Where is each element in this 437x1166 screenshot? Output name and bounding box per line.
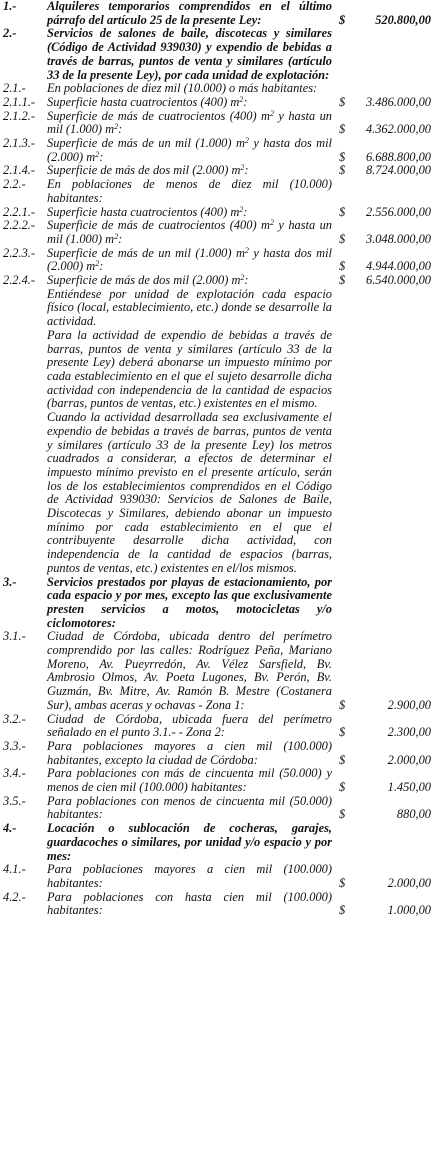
item-description: Alquileres temporarios comprendidos en el último párrafo del artículo 25 de la presente Ley:	[47, 0, 332, 27]
item-description: Superficie de más de cuatrocientos (400) $m^2$ y hasta un mil (1.000) $m^2$:	[47, 108, 332, 137]
schedule-item	[0, 219, 437, 246]
item-amount	[0, 164, 437, 178]
schedule-item	[0, 110, 437, 137]
item-description: Para poblaciones con hasta cien mil (100.000) habitantes:	[47, 889, 332, 918]
item-number: 3.4.-	[3, 766, 26, 781]
item-description: Para poblaciones mayores a cien mil (100.000) habitantes:	[47, 862, 332, 890]
currency-symbol: $	[339, 149, 346, 164]
currency-symbol: $	[339, 122, 346, 137]
item-description: Superficie de más de un mil (1.000) $m^2$ y hasta dos mil (2.000) $m^2$:	[47, 136, 332, 164]
schedule-item	[0, 96, 437, 110]
item-number: 3.1.-	[3, 629, 26, 644]
item-number: 4.-	[3, 821, 17, 836]
item-description: Cuando la actividad desarrollada sea exclusivamente el expendio de bebidas a través de barras, puntos de venta y similares (artículo 33 de la presente Ley) los metros cuadrados a considerar, a efectos de determinar el impuesto mínimo previsto en el presente artículo, serán los de los establecimientos comprendidos en el Código de Actividad 939030: Servicios de Salones de Baile, Discotecas y Similares, debiendo abonar un impuesto mínimo por cada establecimiento en el que el contribuyente desarrolle dicha actividad, con independencia de la cantidad de espacios (barras, puntos de ventas, etc.) existentes en el/los mismos.	[47, 410, 332, 575]
item-amount	[0, 260, 437, 274]
amount-value: 4.362.000,00	[365, 122, 431, 137]
item-description: Ciudad de Córdoba, ubicada fuera del perímetro señalado en el punto 3.1.- - Zona 2:	[47, 711, 332, 740]
item-amount	[0, 150, 437, 164]
item-amount	[0, 274, 437, 288]
item-description: Superficie de más de dos mil (2.000) $m^2$:	[47, 163, 249, 178]
currency-symbol: $	[339, 94, 346, 109]
schedule-item	[0, 206, 437, 220]
explanatory-paragraph	[0, 288, 437, 329]
schedule-item	[0, 891, 437, 918]
currency-symbol: $	[339, 780, 346, 795]
amount-value: 3.048.000,00	[365, 231, 431, 246]
explanatory-paragraph	[0, 329, 437, 411]
schedule-item	[0, 247, 437, 274]
item-number: 2.1.4.-	[3, 163, 36, 178]
item-number: 2.1.3.-	[3, 136, 36, 151]
item-amount	[0, 753, 437, 767]
amount-value: 3.486.000,00	[365, 94, 431, 109]
item-number: 3.3.-	[3, 738, 26, 753]
item-amount	[0, 13, 437, 27]
item-description: Superficie de más de dos mil (2.000) $m^2$:	[47, 273, 249, 288]
item-number: 2.-	[3, 26, 17, 41]
schedule-item	[0, 82, 437, 96]
currency-symbol: $	[339, 259, 346, 274]
item-number: 2.1.2.-	[3, 108, 36, 123]
currency-symbol: $	[339, 163, 346, 178]
item-number: 2.2.2.-	[3, 218, 36, 233]
item-number: 3.5.-	[3, 793, 26, 808]
item-description: En poblaciones de menos de diez mil (10.000) habitantes:	[47, 177, 332, 205]
schedule-item	[0, 274, 437, 288]
currency-symbol: $	[339, 725, 346, 740]
amount-value: 1.000,00	[387, 903, 431, 918]
item-number: 2.2.1.-	[3, 204, 36, 219]
schedule-item	[0, 164, 437, 178]
schedule-item	[0, 576, 437, 631]
item-amount	[0, 699, 437, 713]
explanatory-paragraph	[0, 411, 437, 575]
currency-symbol: $	[339, 273, 346, 288]
amount-value: 2.000,00	[387, 752, 431, 767]
item-amount	[0, 726, 437, 740]
amount-value: 6.688.800,00	[365, 149, 431, 164]
amount-value: 6.540.000,00	[365, 273, 431, 288]
item-description: Locación o sublocación de cocheras, garajes, guardacoches o similares, por unidad y/o espacio y por mes:	[47, 821, 332, 863]
item-amount	[0, 877, 437, 891]
item-number: 2.2.4.-	[3, 273, 36, 288]
currency-symbol: $	[339, 807, 346, 822]
currency-symbol: $	[339, 12, 346, 27]
item-number: 4.2.-	[3, 889, 26, 904]
item-amount	[0, 205, 437, 219]
amount-value: 2.900,00	[387, 697, 431, 712]
schedule-item	[0, 630, 437, 712]
schedule-item	[0, 740, 437, 767]
item-amount	[0, 96, 437, 110]
amount-value: 8.724.000,00	[365, 163, 431, 178]
item-description: Superficie de más de cuatrocientos (400) $m^2$ y hasta un mil (1.000) $m^2$:	[47, 218, 332, 246]
item-number: 2.2.3.-	[3, 245, 36, 260]
item-number: 1.-	[3, 0, 17, 13]
item-amount	[0, 808, 437, 822]
amount-value: 520.800,00	[375, 12, 431, 27]
item-description: En poblaciones de diez mil (10.000) o más habitantes:	[47, 81, 318, 96]
item-description: Para poblaciones mayores a cien mil (100.000) habitantes, excepto la ciudad de Córdoba:	[47, 738, 332, 767]
item-number: 3.2.-	[3, 711, 26, 726]
schedule-item	[0, 795, 437, 822]
item-description: Para la actividad de expendio de bebidas a través de barras, puntos de venta y similares (artículo 33 de la presente Ley) deberá abonarse un impuesto mínimo por cada establecimiento en el que el sujeto desarrolle dicha actividad con independencia de la cantidad de espacios (barras, puntos de ventas, etc.) existentes en el mismo.	[47, 327, 332, 411]
item-amount	[0, 781, 437, 795]
currency-symbol: $	[339, 876, 346, 890]
item-description: Para poblaciones con más de cincuenta mil (50.000) y menos de cien mil (100.000) habitantes:	[47, 766, 332, 795]
item-number: 2.1.1.-	[3, 94, 36, 109]
currency-symbol: $	[339, 697, 346, 712]
schedule-item	[0, 137, 437, 164]
item-amount	[0, 233, 437, 247]
item-description: Ciudad de Córdoba, ubicada dentro del perímetro comprendido por las calles: Rodríguez Peña, Mariano Moreno, Av. Pueyrredón, Av. Vélez Sarsfield, Bv. Ambrosio Olmos, Av. Poeta Lugones, Bv. Perón, Bv. Guzmán, Bv. Mitre, Av. Ramón B. Mestre (Costanera Sur), ambas aceras y ochavas - Zona 1:	[47, 629, 332, 712]
item-amount	[0, 123, 437, 137]
item-description: Servicios de salones de baile, discotecas y similares (Código de Actividad 939030) y expendio de bebidas a través de barras, puntos de venta y similares (artículo 33 de la presente Ley), por cada unidad de explotación:	[47, 26, 332, 82]
item-number: 3.-	[3, 574, 17, 589]
currency-symbol: $	[339, 752, 346, 767]
amount-value: 1.450,00	[387, 780, 431, 795]
currency-symbol: $	[339, 231, 346, 246]
item-number: 2.2.-	[3, 177, 26, 192]
schedule-item	[0, 713, 437, 740]
item-number: 2.1.-	[3, 81, 26, 96]
currency-symbol: $	[339, 903, 346, 918]
currency-symbol: $	[339, 204, 346, 219]
item-description: Entiéndese por unidad de explotación cada espacio físico (local, establecimiento, etc.) donde se desarrolle la actividad.	[47, 286, 332, 329]
schedule-item	[0, 27, 437, 82]
item-description: Superficie hasta cuatrocientos (400) $m^2$:	[47, 204, 248, 219]
schedule-item	[0, 0, 437, 27]
amount-value: 880,00	[396, 807, 431, 822]
amount-value: 2.300,00	[387, 725, 431, 740]
amount-value: 2.556.000,00	[365, 204, 431, 219]
item-description: Para poblaciones con menos de cincuenta mil (50.000) habitantes:	[47, 793, 332, 822]
item-description: Superficie hasta cuatrocientos (400) $m^2$:	[47, 94, 248, 109]
schedule-item	[0, 863, 437, 890]
schedule-item	[0, 178, 437, 205]
amount-value: 2.000,00	[387, 876, 431, 890]
item-number: 4.1.-	[3, 862, 26, 877]
schedule-item	[0, 822, 437, 863]
item-description: Servicios prestados por playas de estacionamiento, por cada espacio y por mes, excepto las que exclusivamente presten servicios a motos, motocicletas y/o ciclomotores:	[47, 574, 332, 630]
item-description: Superficie de más de un mil (1.000) $m^2$ y hasta dos mil (2.000) $m^2$:	[47, 245, 332, 274]
item-amount	[0, 904, 437, 918]
amount-value: 4.944.000,00	[365, 259, 431, 274]
schedule-item	[0, 767, 437, 794]
